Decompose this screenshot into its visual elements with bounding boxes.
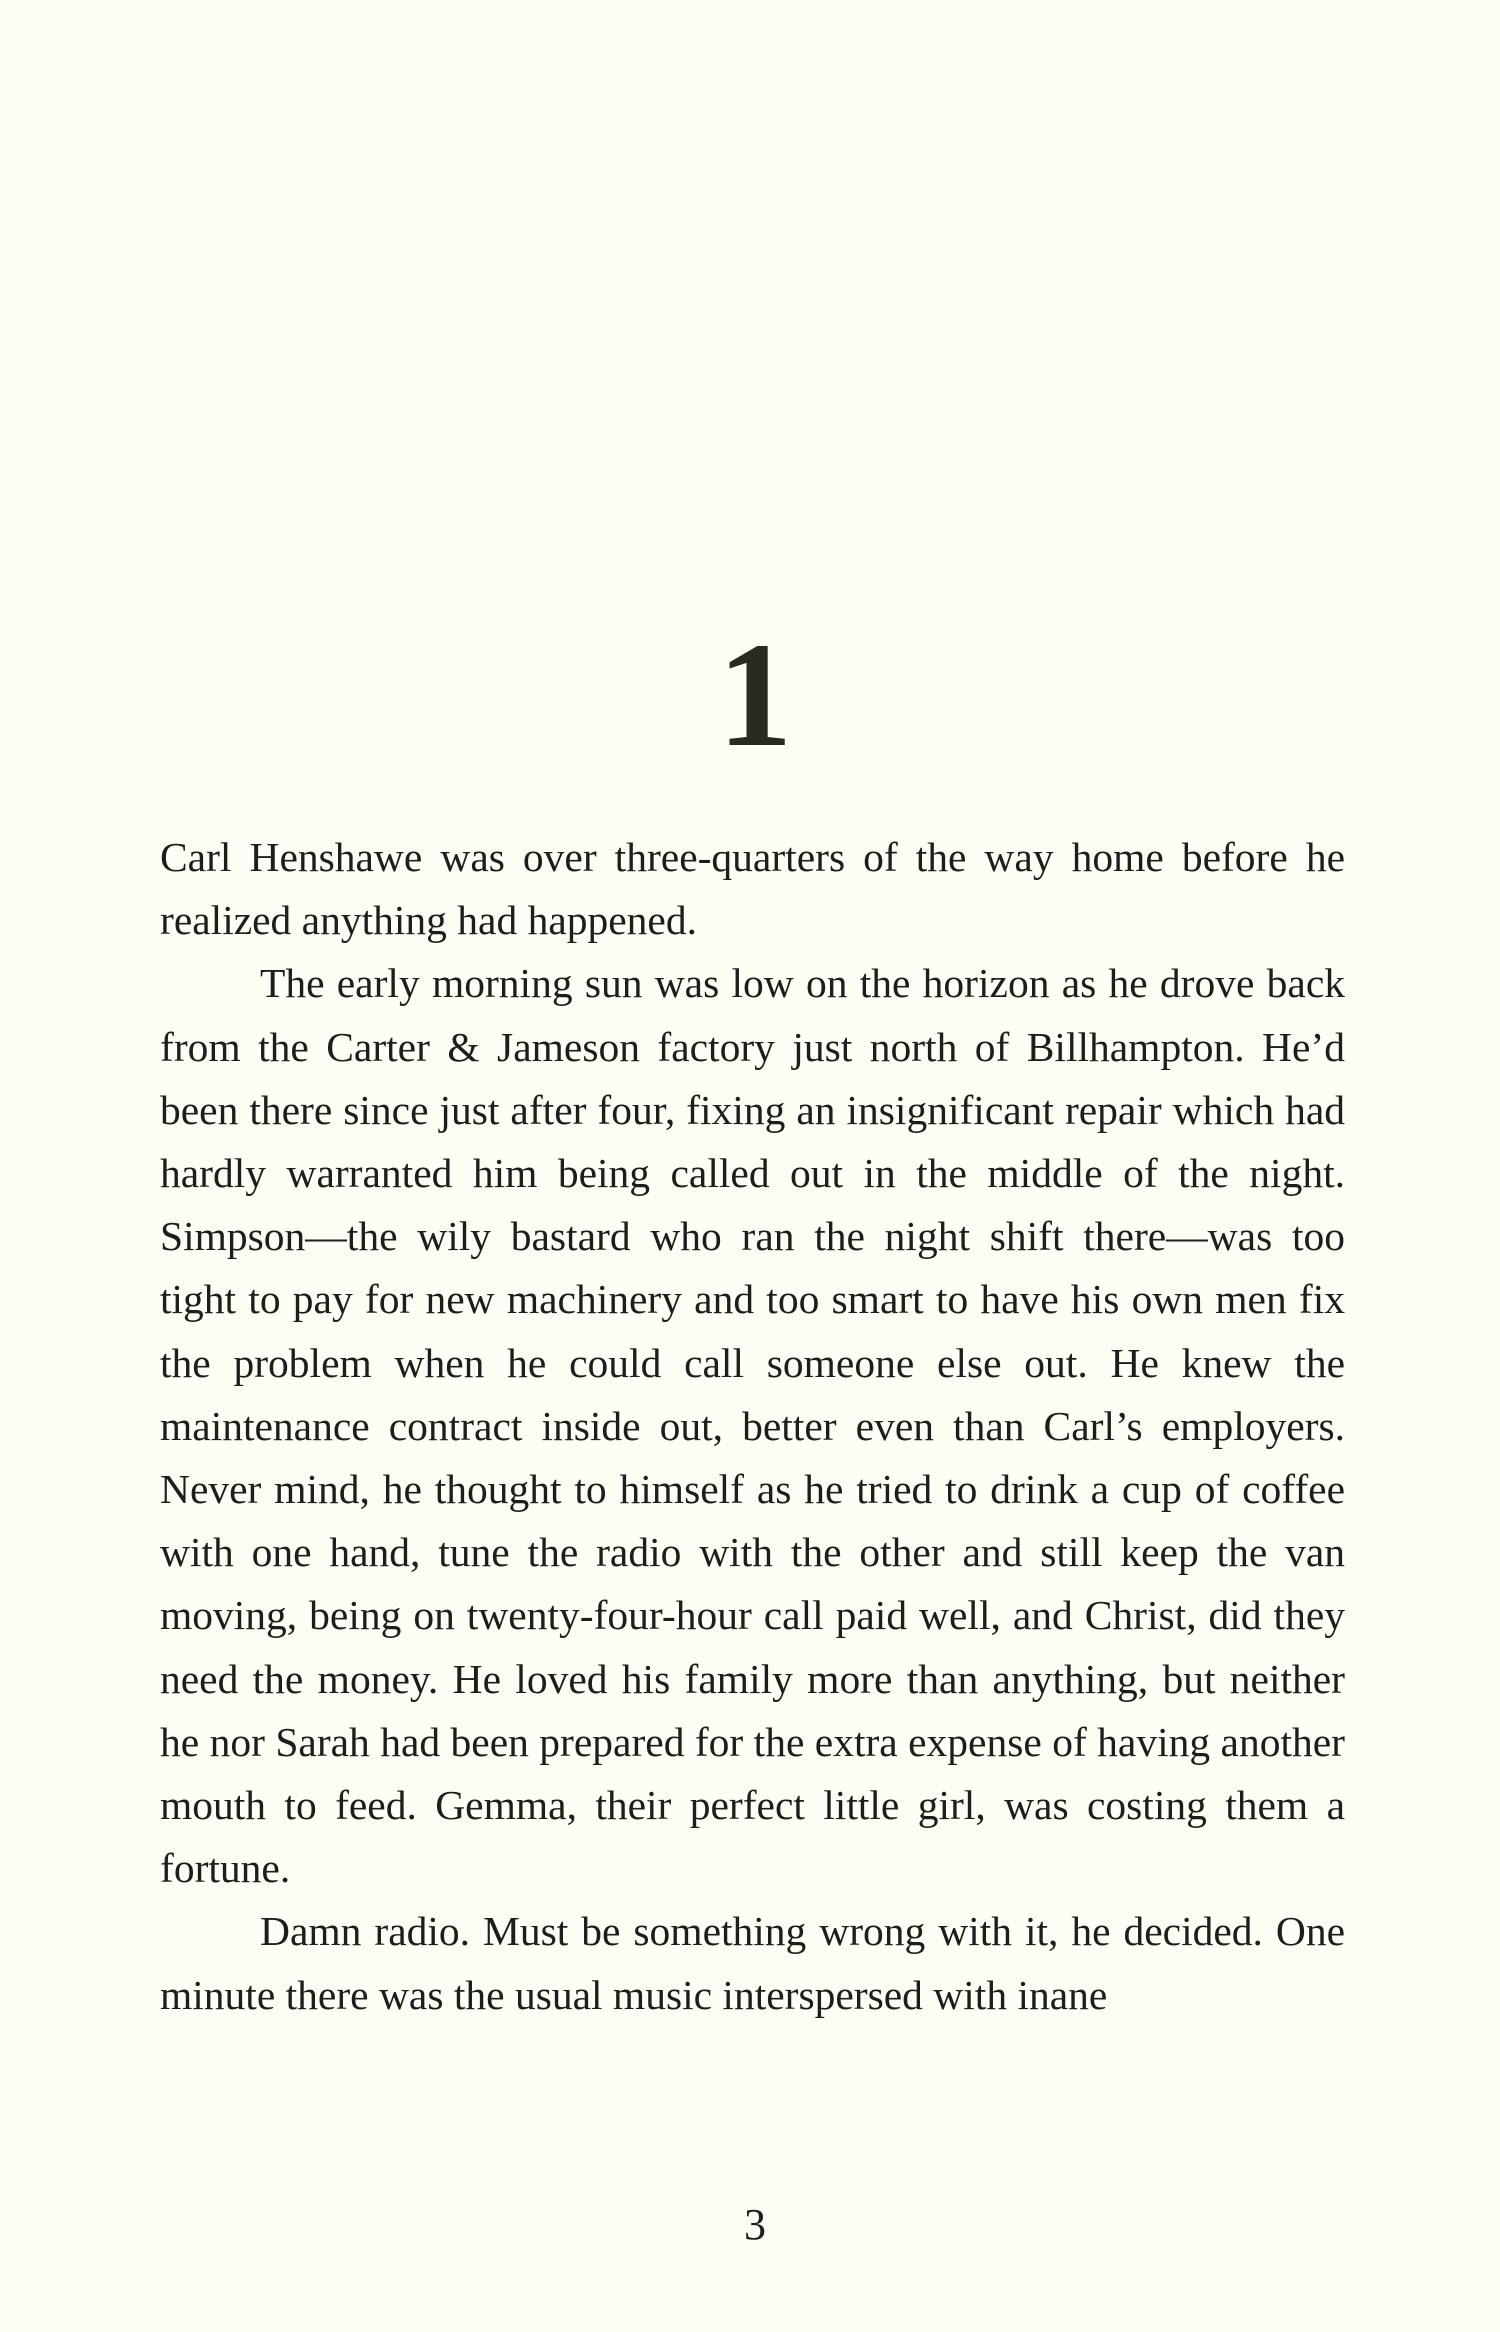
paragraph: Damn radio. Must be something wrong with it, he decided. One minute there was the usual music interspersed with inane: [160, 1908, 1345, 2018]
body-text: [160, 826, 1345, 2027]
paragraph: The early morning sun was low on the horizon as he drove back from the Carter & Jameson factory just north of Billhampton. He’d been there since just after four, fixing an insignificant repair which had hardly warranted him being called out in the middle of the night. Simpson—the wily bastard who ran the night shift there—was too tight to pay for new machinery and too smart to have his own men fix the problem when he could call someone else out. He knew the maintenance contract inside out, better even than Carl’s employers. Never mind, he thought to himself as he tried to drink a cup of coffee with one hand, tune the radio with the other and still keep the van moving, being on twenty-four-hour call paid well, and Christ, did they need the money. He loved his family more than anything, but neither he nor Sarah had been prepared for the extra expense of having another mouth to feed. Gemma, their perfect little girl, was costing them a fortune.: [160, 960, 1345, 1892]
chapter-number: 1: [717, 612, 793, 778]
paragraph: Carl Henshawe was over three-quarters of the way home before he realized anything had happened.: [160, 834, 1345, 944]
page-number: 3: [744, 2200, 766, 2249]
